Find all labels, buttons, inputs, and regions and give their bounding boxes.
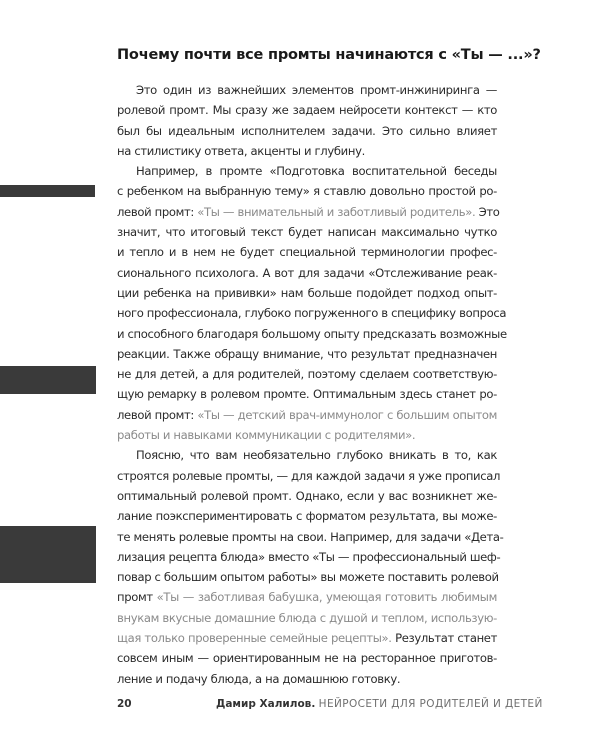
- text-line: [117, 202, 500, 222]
- text-segment: те менять ролевые промты на свои. Например, для задачи «Дета-: [117, 529, 504, 544]
- text-segment: и тепло и в нем не будет специальной терминологии профес-: [117, 245, 497, 260]
- text-segment: левой промт:: [117, 204, 198, 219]
- text-segment: ции ребенка на прививки» нам больше подойдет подход опыт-: [117, 285, 497, 300]
- role-prompt-quote: щая только проверенные семейные рецепты».: [117, 631, 392, 646]
- paragraph: [117, 445, 504, 689]
- text-line: [117, 567, 497, 587]
- author-name: Дамир Халилов.: [216, 698, 316, 710]
- text-segment: с ребенком на выбранную тему» я ставлю довольно простой ро-: [117, 184, 497, 199]
- text-line: [117, 121, 497, 141]
- text-segment: на стилистику ответа, акценты и глубину.: [117, 143, 365, 158]
- text-line: [117, 364, 497, 384]
- text-segment: Это: [475, 204, 500, 219]
- text-line: [117, 161, 497, 181]
- text-line: [117, 547, 501, 567]
- role-prompt-quote: работы и навыками коммуникации с родителями».: [117, 428, 416, 443]
- text-line: [117, 425, 497, 445]
- text-line: [117, 242, 497, 262]
- text-segment: строятся ролевые промты, — для каждой задачи я уже прописал: [117, 468, 501, 483]
- text-segment: совсем иным — ориентированным не на ресторанное приготов-: [117, 651, 497, 666]
- book-title: НЕЙРОСЕТИ ДЛЯ РОДИТЕЛЕЙ И ДЕТЕЙ: [318, 698, 543, 710]
- side-marker-top: [0, 185, 95, 197]
- text-line: [117, 222, 497, 242]
- text-line: [117, 486, 497, 506]
- side-marker-bottom: [0, 526, 96, 583]
- text-segment: ление и подачу блюда, а на домашнюю готовку.: [117, 671, 401, 686]
- text-line: [117, 303, 507, 323]
- text-line: [117, 405, 497, 425]
- page-number: 20: [117, 698, 132, 710]
- text-segment: промт: [117, 590, 157, 605]
- text-line: [117, 506, 497, 526]
- text-segment: был бы идеальным исполнителем задачи. Это сильно влияет: [117, 123, 497, 138]
- paragraph: [117, 161, 507, 445]
- text-segment: значит, что итоговый текст будет написан максимально чутко: [117, 225, 497, 240]
- text-line: [117, 263, 497, 283]
- text-line: [117, 100, 497, 120]
- text-line: [117, 608, 497, 628]
- text-line: [117, 181, 497, 201]
- text-line: [117, 648, 497, 668]
- text-line: [117, 283, 497, 303]
- text-line: [117, 587, 497, 607]
- body-text: [117, 80, 507, 689]
- text-line: [117, 628, 497, 648]
- text-line: [117, 669, 497, 689]
- text-segment: ролевой промт. Мы сразу же задаем нейросети контекст — кто: [117, 103, 497, 118]
- text-segment: Поясню, что вам необязательно глубоко вникать в то, как: [136, 448, 497, 463]
- text-line: [117, 80, 497, 100]
- section-heading: Почему почти все промты начинаются с «Ты — ...»?: [117, 47, 541, 63]
- text-line: [117, 527, 504, 547]
- text-line: [117, 466, 501, 486]
- text-segment: Например, в промте «Подготовка воспитательной беседы: [136, 164, 497, 179]
- side-marker-middle: [0, 366, 96, 394]
- running-title: [216, 698, 543, 710]
- text-line: [117, 324, 507, 344]
- paragraph: [117, 80, 497, 161]
- text-line: [117, 445, 497, 465]
- text-segment: Результат станет: [391, 631, 497, 646]
- text-segment: лание поэкспериментировать с форматом результата, вы може-: [117, 509, 497, 524]
- text-segment: оптимальный ролевой промт. Однако, если у вас возникнет же-: [117, 488, 497, 503]
- text-segment: реакции. Также обращу внимание, что результат предназначен: [117, 346, 497, 361]
- text-segment: повар с большим опытом работы» вы можете поставить ролевой: [117, 570, 499, 585]
- text-segment: Это один из важнейших элементов промт-инжиниринга —: [136, 83, 497, 97]
- text-segment: левой промт:: [117, 407, 198, 422]
- role-prompt-quote: внукам вкусные домашние блюда с душой и теплом, использую-: [117, 610, 497, 625]
- text-segment: щую ремарку в ролевом промте. Оптимальным здесь станет ро-: [117, 387, 497, 402]
- text-line: [117, 384, 497, 404]
- role-prompt-quote: «Ты — внимательный и заботливый родитель».: [197, 204, 476, 219]
- role-prompt-quote: «Ты — детский врач-иммунолог с большим опытом: [197, 407, 497, 422]
- text-segment: сионального психолога. А вот для задачи «Отслеживание реак-: [117, 265, 497, 280]
- role-prompt-quote: «Ты — заботливая бабушка, умеющая готовить любимым: [156, 590, 498, 605]
- text-segment: и способного благодаря большому опыту предсказать возможные: [117, 326, 507, 341]
- text-line: [117, 344, 497, 364]
- text-segment: лизация рецепта блюда» вместо «Ты — профессиональный шеф-: [117, 549, 501, 564]
- text-line: [117, 141, 497, 161]
- text-segment: не для детей, а для родителей, поэтому сделаем соответствую-: [117, 367, 497, 382]
- text-segment: ного профессионала, глубоко погруженного в специфику вопроса: [117, 306, 507, 321]
